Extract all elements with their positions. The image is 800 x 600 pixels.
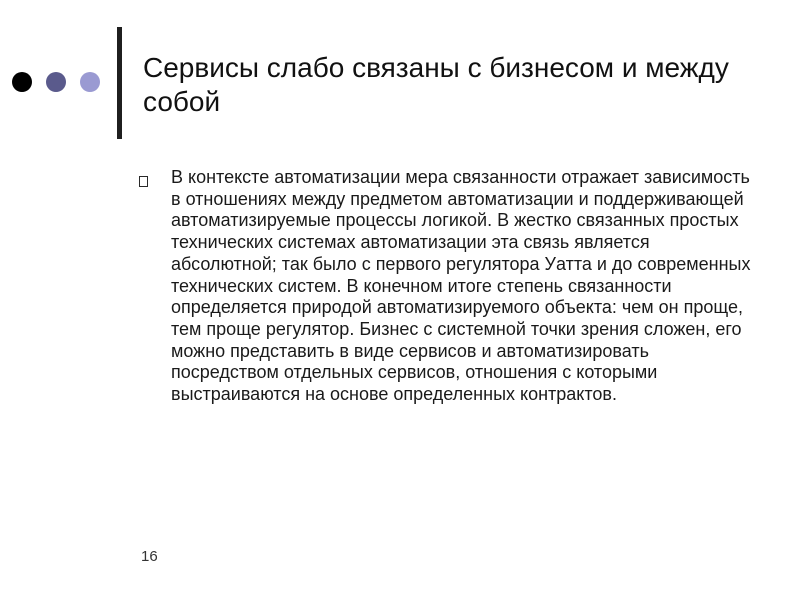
decorative-dots: [12, 72, 114, 92]
slide-title: Сервисы слабо связаны с бизнесом и между собой: [143, 52, 729, 117]
hollow-square-bullet-icon: [139, 176, 148, 187]
vertical-divider: [117, 27, 122, 139]
dot-lavender-icon: [80, 72, 100, 92]
dot-black-icon: [12, 72, 32, 92]
page-number: 16: [141, 548, 158, 565]
bullet-paragraph: В контексте автоматизации мера связанности отражает зависимость в отношениях между предметом автоматизации и поддерживающей автоматизируемые процессы логикой. В жестко связанных простых технических системах автоматизации эта связь является абсолютной; так было с первого регулятора Уатта и до современных технических систем. В конечном итоге степень связанности определяется природой автоматизируемого объекта: чем он проще, тем проще регулятор. Бизнес с системной точки зрения сложен, его можно представить в виде сервисов и автоматизировать посредством отдельных сервисов, отношения с которыми выстраиваются на основе определенных контрактов.: [171, 167, 751, 405]
dot-slate-icon: [46, 72, 66, 92]
